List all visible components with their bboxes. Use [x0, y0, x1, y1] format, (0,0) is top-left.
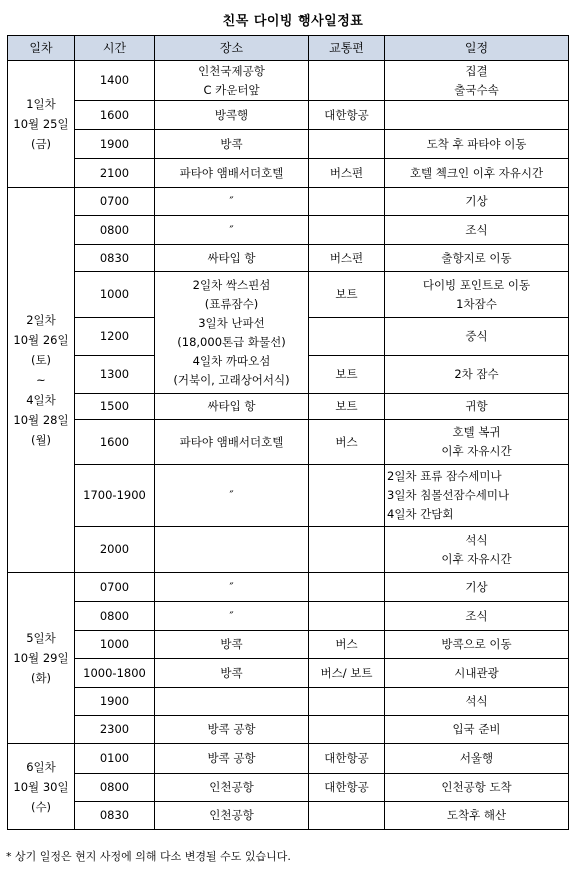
time-cell: 1900: [75, 130, 155, 159]
plan-cell: 인천공항 도착: [385, 774, 569, 802]
plan-cell: 입국 준비: [385, 716, 569, 744]
plan-cell: [385, 101, 569, 130]
transport-cell: [309, 688, 385, 716]
header-time: 시간: [75, 36, 155, 61]
header-transport: 교통편: [309, 36, 385, 61]
place-cell: ″: [155, 188, 309, 216]
place-cell: 파타야 앰배서더호텔: [155, 159, 309, 188]
place-cell: 방콕행: [155, 101, 309, 130]
plan-cell: 집결 출국수속: [385, 61, 569, 101]
plan-cell: 호텔 복귀 이후 자유시간: [385, 420, 569, 465]
plan-cell: 도착 후 파타야 이동: [385, 130, 569, 159]
transport-cell: 버스편: [309, 245, 385, 272]
table-row: [8, 188, 569, 216]
page-title: 친목 다이빙 행사일정표: [222, 14, 364, 29]
transport-cell: [309, 130, 385, 159]
place-cell: 방콕: [155, 659, 309, 688]
table-row: [8, 744, 569, 774]
time-cell: 1900: [75, 688, 155, 716]
time-cell: 1600: [75, 420, 155, 465]
transport-cell: [309, 61, 385, 101]
plan-cell: 조식: [385, 216, 569, 245]
transport-cell: 보트: [309, 272, 385, 318]
table-row: [8, 688, 569, 716]
plan-cell: 도착후 해산: [385, 802, 569, 830]
day-label: 6일차 10월 30일 (수): [8, 744, 75, 830]
plan-cell: 기상: [385, 188, 569, 216]
transport-cell: [309, 802, 385, 830]
place-cell: [155, 527, 309, 573]
plan-cell: 2일차 표류 잠수세미나 3일차 침몰선잠수세미나 4일차 간담회: [385, 465, 569, 527]
table-row: [8, 130, 569, 159]
place-cell: [155, 688, 309, 716]
transport-cell: 버스편: [309, 159, 385, 188]
table-row: [8, 159, 569, 188]
transport-cell: [309, 318, 385, 356]
plan-cell: 서울행: [385, 744, 569, 774]
schedule-table: [7, 35, 569, 830]
time-cell: 1700-1900: [75, 465, 155, 527]
transport-cell: 대한항공: [309, 774, 385, 802]
header-row: [8, 36, 569, 61]
table-row: [8, 465, 569, 527]
place-cell: 방콕 공항: [155, 744, 309, 774]
day-label: 1일차 10월 25일 (금): [8, 61, 75, 188]
time-cell: 0830: [75, 802, 155, 830]
time-cell: 1500: [75, 394, 155, 420]
time-cell: 0800: [75, 774, 155, 802]
table-row: [8, 216, 569, 245]
time-cell: 1000: [75, 272, 155, 318]
transport-cell: 보트: [309, 394, 385, 420]
table-row: [8, 573, 569, 602]
transport-cell: 버스/ 보트: [309, 659, 385, 688]
plan-cell: 귀항: [385, 394, 569, 420]
plan-cell: 다이빙 포인트로 이동 1차잠수: [385, 272, 569, 318]
transport-cell: [309, 602, 385, 631]
transport-cell: 대한항공: [309, 101, 385, 130]
place-cell: 파타야 앰배서더호텔: [155, 420, 309, 465]
time-cell: 1600: [75, 101, 155, 130]
time-cell: 2300: [75, 716, 155, 744]
place-cell: 인천공항: [155, 774, 309, 802]
plan-cell: 2차 잠수: [385, 356, 569, 394]
transport-cell: 버스: [309, 420, 385, 465]
transport-cell: 대한항공: [309, 744, 385, 774]
time-cell: 0800: [75, 602, 155, 631]
place-cell: 2일차 싹스핀섬 (표류잠수) 3일차 난파선 (18,000톤급 화물선) 4일차 까따오섬 (거북이, 고래상어서식): [155, 272, 309, 394]
time-cell: 1300: [75, 356, 155, 394]
transport-cell: [309, 716, 385, 744]
plan-cell: 방콕으로 이동: [385, 631, 569, 659]
footnote: * 상기 일정은 현지 사정에 의해 다소 변경될 수도 있습니다.: [6, 850, 291, 863]
table-row: [8, 394, 569, 420]
transport-cell: [309, 188, 385, 216]
table-row: [8, 802, 569, 830]
header-plan: 일정: [385, 36, 569, 61]
place-cell: 방콕: [155, 631, 309, 659]
place-cell: 인천공항: [155, 802, 309, 830]
table-row: [8, 272, 569, 318]
place-cell: 인천국제공항 C 카운터앞: [155, 61, 309, 101]
time-cell: 0700: [75, 188, 155, 216]
time-cell: 1400: [75, 61, 155, 101]
plan-cell: 호텔 첵크인 이후 자유시간: [385, 159, 569, 188]
table-row: [8, 659, 569, 688]
plan-cell: 석식: [385, 688, 569, 716]
transport-cell: [309, 465, 385, 527]
place-cell: ″: [155, 465, 309, 527]
place-cell: ″: [155, 573, 309, 602]
header-place: 장소: [155, 36, 309, 61]
table-row: [8, 245, 569, 272]
transport-cell: 버스: [309, 631, 385, 659]
table-row: [8, 420, 569, 465]
time-cell: 1200: [75, 318, 155, 356]
place-cell: 싸타입 항: [155, 394, 309, 420]
plan-cell: 시내관광: [385, 659, 569, 688]
time-cell: 1000: [75, 631, 155, 659]
place-cell: ″: [155, 216, 309, 245]
place-cell: 방콕 공항: [155, 716, 309, 744]
place-cell: 방콕: [155, 130, 309, 159]
day-label: 2일차 10월 26일 (토) ~ 4일차 10월 28일 (월): [8, 188, 75, 573]
day-label: 5일차 10월 29일 (화): [8, 573, 75, 744]
time-cell: 0700: [75, 573, 155, 602]
plan-cell: 출항지로 이동: [385, 245, 569, 272]
transport-cell: 보트: [309, 356, 385, 394]
table-row: [8, 527, 569, 573]
time-cell: 0800: [75, 216, 155, 245]
place-cell: 싸타입 항: [155, 245, 309, 272]
time-cell: 0830: [75, 245, 155, 272]
table-row: [8, 61, 569, 101]
plan-cell: 중식: [385, 318, 569, 356]
transport-cell: [309, 573, 385, 602]
table-row: [8, 631, 569, 659]
transport-cell: [309, 216, 385, 245]
time-cell: 2100: [75, 159, 155, 188]
table-row: [8, 774, 569, 802]
time-cell: 1000-1800: [75, 659, 155, 688]
time-cell: 0100: [75, 744, 155, 774]
table-row: [8, 716, 569, 744]
header-day: 일차: [8, 36, 75, 61]
transport-cell: [309, 527, 385, 573]
plan-cell: 기상: [385, 573, 569, 602]
table-row: [8, 101, 569, 130]
plan-cell: 석식 이후 자유시간: [385, 527, 569, 573]
time-cell: 2000: [75, 527, 155, 573]
place-cell: ″: [155, 602, 309, 631]
table-row: [8, 602, 569, 631]
plan-cell: 조식: [385, 602, 569, 631]
